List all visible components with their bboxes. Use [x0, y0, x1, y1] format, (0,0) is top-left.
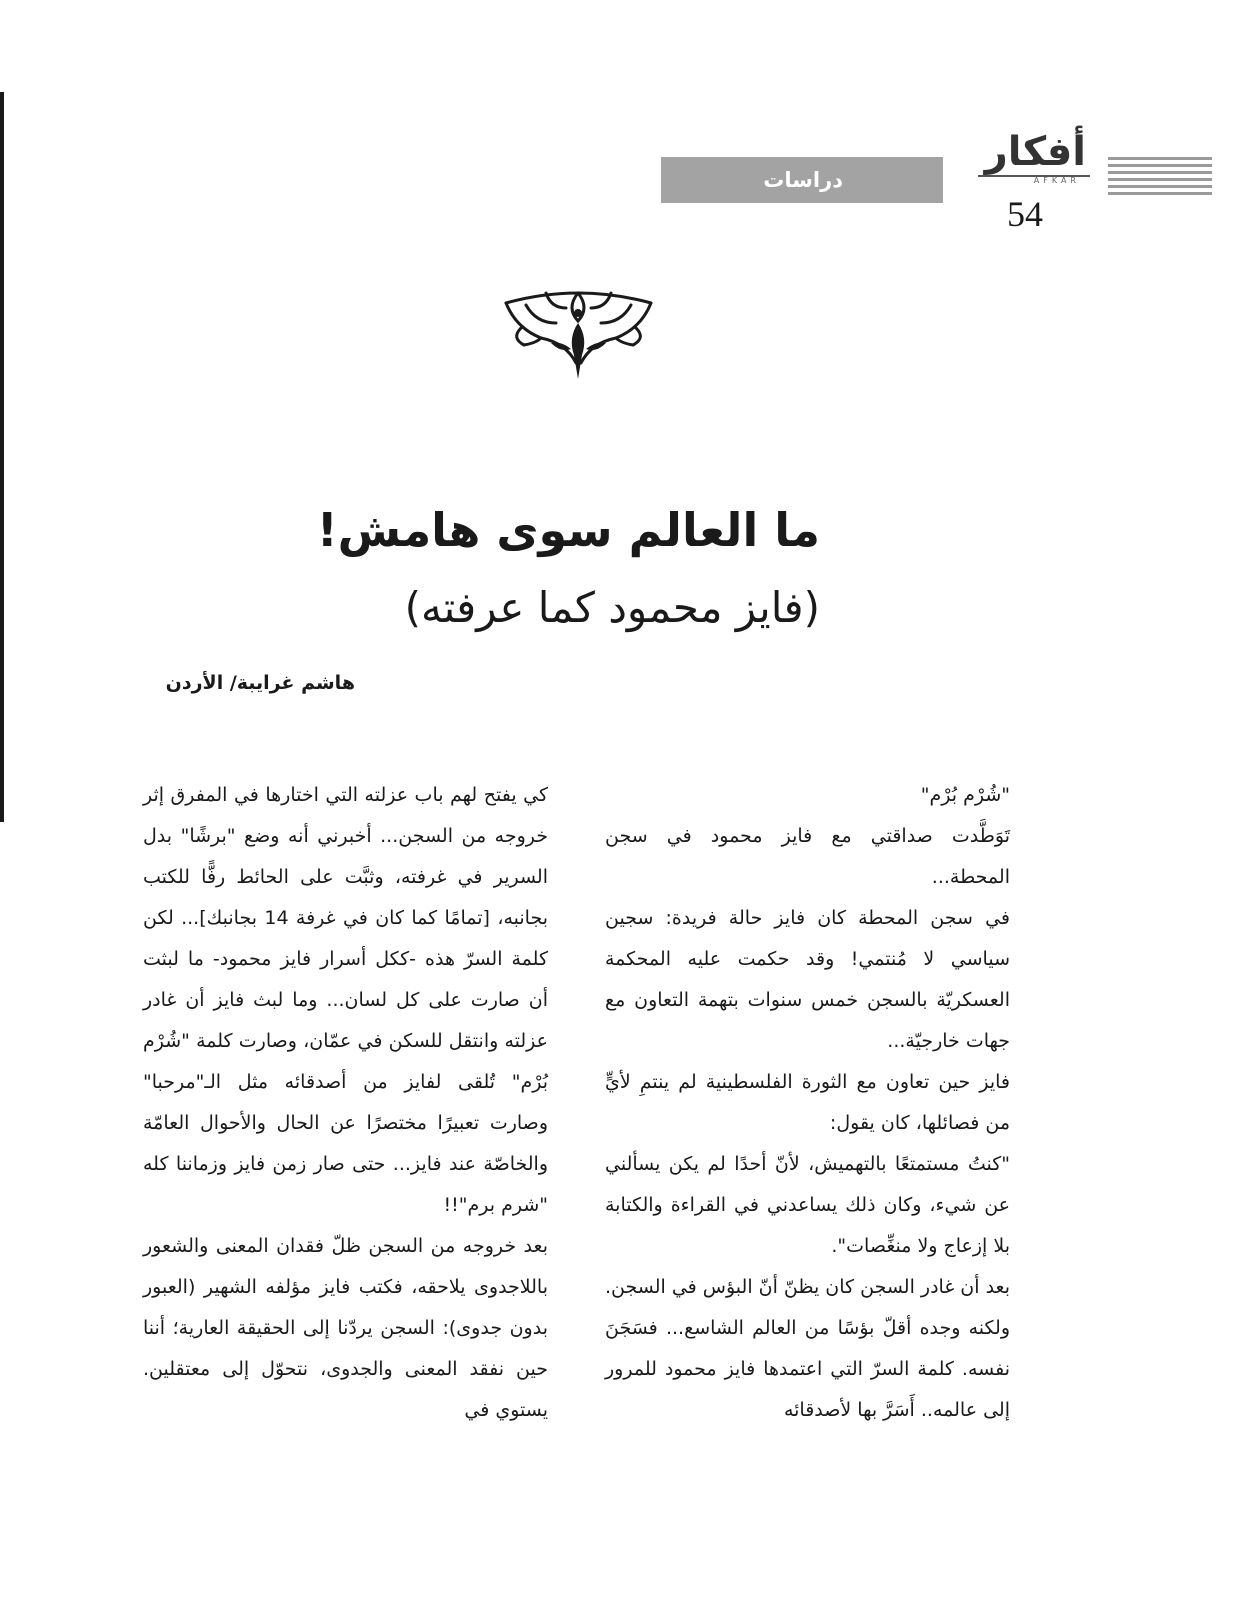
paragraph: في سجن المحطة كان فايز حالة فريدة: سجين سياسي لا مُنتمي! وقد حكمت عليه المحكمة العسكريّة بالسجن خمس سنوات بتهمة التعاون مع جهات خارجيّة... — [605, 907, 1010, 1052]
paragraph: بعد أن غادر السجن كان يظنّ أنّ البؤس في السجن. ولكنه وجده أقلّ بؤسًا من العالم الشاسع... فسَجَنَ نفسه. كلمة السرّ التي اعتمدها فايز محمود للمرور إلى عالمه.. أَسَرَّ بها لأصدقائه — [605, 1276, 1010, 1421]
body-column-right — [605, 775, 1010, 1431]
page-number: 54 — [1007, 194, 1043, 234]
article-title: ما العالم سوى هامش! — [316, 503, 820, 557]
paragraph: تَوَطَّدت صداقتي مع فايز محمود في سجن المحطة... — [605, 825, 1010, 888]
header-stripes — [1108, 157, 1212, 203]
article-subtitle: (فايز محمود كما عرفته) — [404, 583, 820, 632]
left-margin-rule — [0, 92, 4, 822]
logo-latin: AFKAR — [1033, 176, 1080, 185]
section-label: دراسات — [661, 157, 943, 203]
paragraph: فايز حين تعاون مع الثورة الفلسطينية لم ينتمِ لأيٍّ من فصائلها، كان يقول: — [605, 1071, 1010, 1134]
arabesque-ornament-icon — [496, 283, 661, 381]
paragraph: "شُرْم بُرْم" — [920, 784, 1010, 806]
body-column-left — [143, 775, 548, 1431]
paragraph: كي يفتح لهم باب عزلته التي اختارها في المفرق إثر خروجه من السجن... أخبرني أنه وضع "برشًا" بدل السرير في غرفته، وثبَّت على الحائط رفًّا للكتب بجانبه، [تمامًا كما كان في غرفة 14 بجانبك]... لكن كلمة السرّ هذه -ككل أسرار فايز محمود- ما لبثت أن صارت على كل لسان... وما لبث فايز أن غادر عزلته وانتقل للسكن في عمّان، وصارت كلمة "شُرْم بُرْم" تُلقى لفايز من أصدقائه مثل الـ"مرحبا" وصارت تعبيرًا مختصرًا عن الحال والأحوال العامّة والخاصّة عند فايز... حتى صار زمن فايز وزماننا كله "شرم برم"!! — [143, 784, 548, 1216]
paragraph: "كنتُ مستمتعًا بالتهميش، لأنّ أحدًا لم يكن يسألني عن شيء، وكان ذلك يساعدني في القراءة والكتابة بلا إزعاج ولا منغِّصات". — [605, 1153, 1010, 1257]
article-author: هاشم غرايبة/ الأردن — [165, 672, 355, 694]
logo-arabic: أفكار — [984, 129, 1086, 175]
paragraph: بعد خروجه من السجن ظلّ فقدان المعنى والشعور باللاجدوى يلاحقه، فكتب فايز مؤلفه الشهير (العبور بدون جدوى): السجن يردّنا إلى الحقيقة العارية؛ أننا حين نفقد المعنى والجدوى، نتحوّل إلى معتقلين. يستوي في — [143, 1235, 548, 1421]
magazine-logo — [968, 129, 1090, 186]
